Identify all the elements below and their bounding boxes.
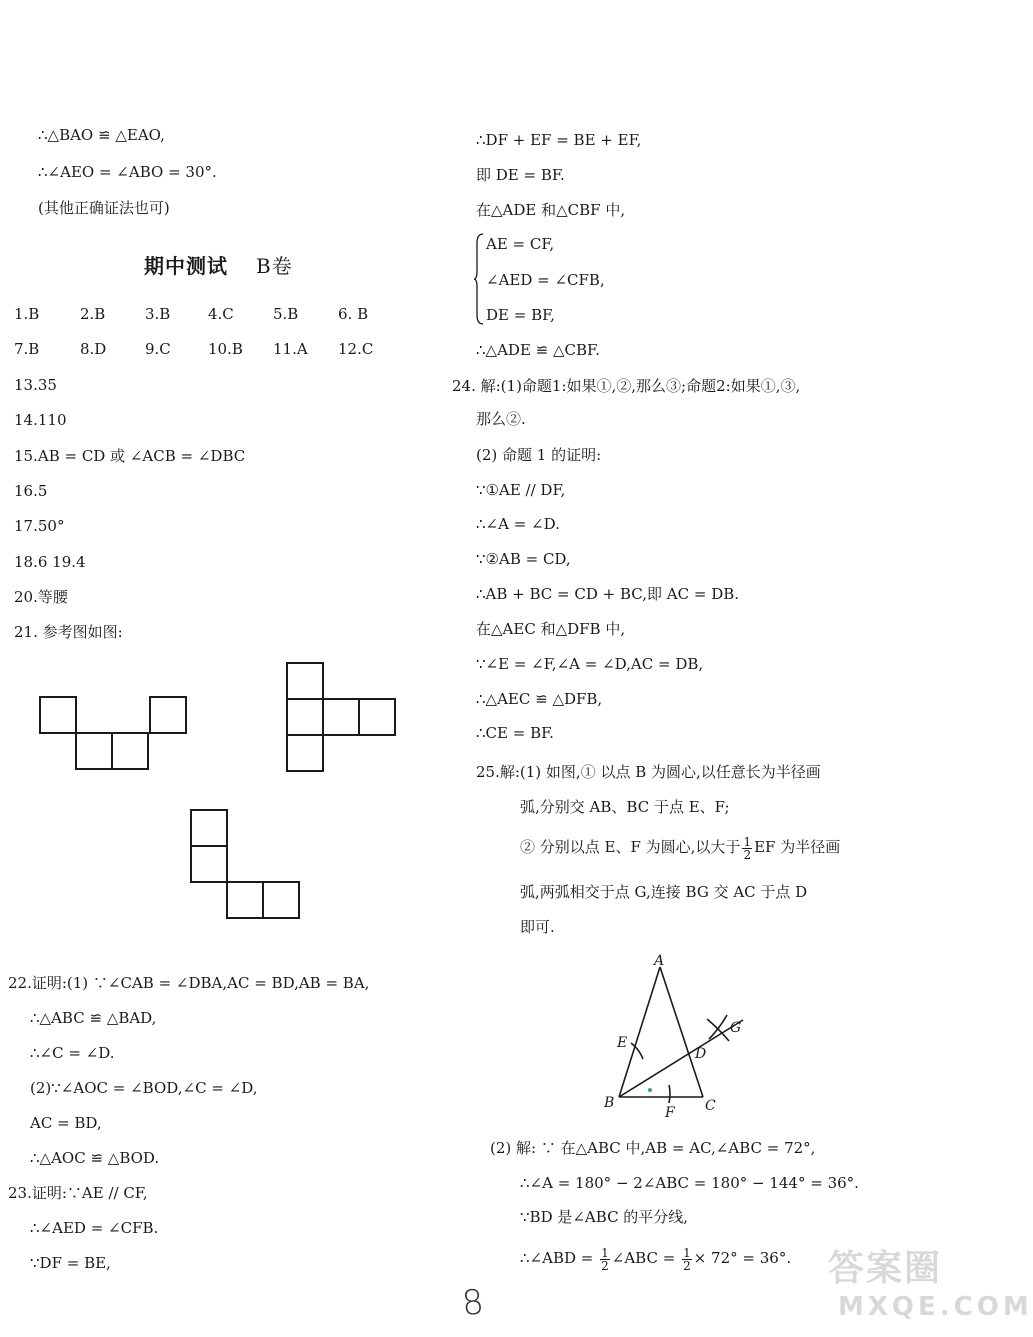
label-b: B: [604, 1095, 615, 1111]
text-line: (其他正确证法也可): [38, 199, 170, 217]
text-line: AC = BD,: [30, 1114, 102, 1132]
mc-answer: 6. B: [338, 305, 369, 323]
fraction-denominator: 2: [601, 1258, 609, 1273]
answer-line: 17.50°: [14, 517, 65, 535]
mc-answer: 10.B: [208, 340, 243, 358]
answer-line: 15.AB = CD 或 ∠ACB = ∠DBC: [14, 447, 246, 465]
net-square: [191, 846, 227, 882]
page-number: 8: [459, 1281, 486, 1325]
text-line: ∴△AOC ≌ △BOD.: [30, 1149, 160, 1167]
text-line: AE = CF,: [486, 235, 555, 253]
fraction-denominator: 2: [683, 1258, 691, 1273]
section-title-sub: B卷: [256, 254, 293, 278]
text-line: ∴△AEC ≌ △DFB,: [476, 690, 603, 708]
text-line: ∵∠E = ∠F,∠A = ∠D,AC = DB,: [476, 655, 704, 673]
answer-line: 20.等腰: [14, 588, 68, 606]
answer-line: 21. 参考图如图:: [14, 623, 123, 641]
text-line: ∴AB + BC = CD + BC,即 AC = DB.: [476, 585, 740, 603]
text-line: ∴∠A = ∠D.: [476, 515, 560, 533]
text-line: 在△AEC 和△DFB 中,: [476, 620, 626, 638]
fraction-denominator: 2: [743, 847, 752, 862]
side-ac: [660, 967, 703, 1097]
text-line: 弧,分别交 AB、BC 于点 E、F;: [520, 798, 730, 816]
watermark-logo: 答案圈: [828, 1248, 943, 1289]
net-square: [40, 697, 76, 733]
mc-answer: 9.C: [145, 340, 171, 358]
watermark-url: MXQE.COM: [838, 1292, 1033, 1322]
text-line: ∴∠AEO = ∠ABO = 30°.: [38, 163, 217, 181]
text-line: (2)∵∠AOC = ∠BOD,∠C = ∠D,: [30, 1079, 258, 1097]
label-g: G: [730, 1020, 742, 1036]
text-line: 24. 解:(1)命题1:如果①,②,那么③;命题2:如果①,③,: [452, 377, 801, 395]
eq-mid: ∠ABC =: [611, 1249, 676, 1267]
text-line: (2) 解: ∵ 在△ABC 中,AB = AC,∠ABC = 72°,: [490, 1139, 816, 1157]
fraction-half: [600, 1247, 610, 1272]
mc-answer: 2.B: [80, 305, 106, 323]
label-e: E: [617, 1035, 628, 1051]
text-line: 即可.: [520, 918, 555, 936]
answer-line: 16.5: [14, 482, 48, 500]
text-line: ∴∠A = 180° − 2∠ABC = 180° − 144° = 36°.: [520, 1174, 859, 1192]
label-f: F: [665, 1105, 675, 1121]
answer-line: 14.110: [14, 411, 67, 429]
text-line: ∴CE = BF.: [476, 724, 554, 742]
fraction-numerator: 1: [743, 834, 752, 849]
mc-answer: 8.D: [80, 340, 107, 358]
side-ab: [619, 967, 660, 1097]
label-d: D: [695, 1046, 707, 1062]
text-line: ∴△ABC ≌ △BAD,: [30, 1009, 157, 1027]
net-square: [150, 697, 186, 733]
mc-answer: 12.C: [338, 340, 374, 358]
section-title: [144, 250, 293, 279]
label-c: C: [705, 1098, 716, 1114]
mc-answer: 11.A: [273, 340, 308, 358]
fraction-half: [742, 836, 752, 861]
text-line: 22.证明:(1) ∵∠CAB = ∠DBA,AC = BD,AB = BA,: [8, 974, 370, 992]
text-line: [520, 832, 840, 862]
fraction-numerator: 1: [683, 1245, 691, 1260]
brace: [474, 233, 484, 325]
text-line: ∴△BAO ≌ △EAO,: [38, 126, 165, 144]
text-line: 23.证明:∵AE // CF,: [8, 1184, 148, 1202]
text-line: 25.解:(1) 如图,① 以点 B 为圆心,以任意长为半径画: [476, 763, 821, 781]
net-square: [287, 735, 323, 771]
net-square: [359, 699, 395, 735]
text-line: ∴∠AED = ∠CFB.: [30, 1219, 159, 1237]
label-a: A: [654, 953, 665, 969]
text-line: 那么②.: [476, 410, 526, 428]
text-line: ∵BD 是∠ABC 的平分线,: [520, 1208, 689, 1226]
cube-nets-figure: [30, 655, 450, 925]
text-line: ∵②AB = CD,: [476, 550, 571, 568]
text-line: ∴∠C = ∠D.: [30, 1044, 115, 1062]
net-square: [112, 733, 148, 769]
mc-answer: 3.B: [145, 305, 171, 323]
mc-answer: 7.B: [14, 340, 40, 358]
answer-line: 18.6 19.4: [14, 553, 86, 571]
text-line: ∴△ADE ≌ △CBF.: [476, 341, 600, 359]
net-square: [263, 882, 299, 918]
mc-answer: 5.B: [273, 305, 299, 323]
fraction-numerator: 1: [601, 1245, 609, 1260]
text-line: 即 DE = BF.: [476, 166, 565, 184]
fraction-half: [682, 1247, 692, 1272]
step2-pre: ② 分别以点 E、F 为圆心,以大于: [520, 838, 741, 856]
eq-pre: ∴∠ABD =: [520, 1249, 594, 1267]
net-square: [287, 663, 323, 699]
text-line: DE = BF,: [486, 306, 555, 324]
net-square: [191, 810, 227, 846]
text-line: (2) 命题 1 的证明:: [476, 446, 602, 464]
net-square: [323, 699, 359, 735]
answer-line: 13.35: [14, 376, 57, 394]
net-square: [76, 733, 112, 769]
step2-post: EF 为半径画: [754, 838, 841, 856]
text-line: 弧,两弧相交于点 G,连接 BG 交 AC 于点 D: [520, 883, 808, 901]
text-line: ∵DF = BE,: [30, 1254, 111, 1272]
arc-f: [669, 1085, 670, 1103]
text-line: 在△ADE 和△CBF 中,: [476, 201, 626, 219]
ink-dot: [648, 1088, 652, 1092]
triangle-construction-figure: [595, 945, 765, 1120]
text-line: ∴DF + EF = BE + EF,: [476, 131, 642, 149]
text-line: ∵①AE // DF,: [476, 481, 566, 499]
mc-answer: 1.B: [14, 305, 40, 323]
section-title-main: 期中测试: [144, 254, 228, 278]
eq-post: × 72° = 36°.: [693, 1249, 792, 1267]
net-square: [227, 882, 263, 918]
text-line: ∠AED = ∠CFB,: [486, 271, 605, 289]
mc-answer: 4.C: [208, 305, 234, 323]
text-line: [520, 1243, 791, 1273]
